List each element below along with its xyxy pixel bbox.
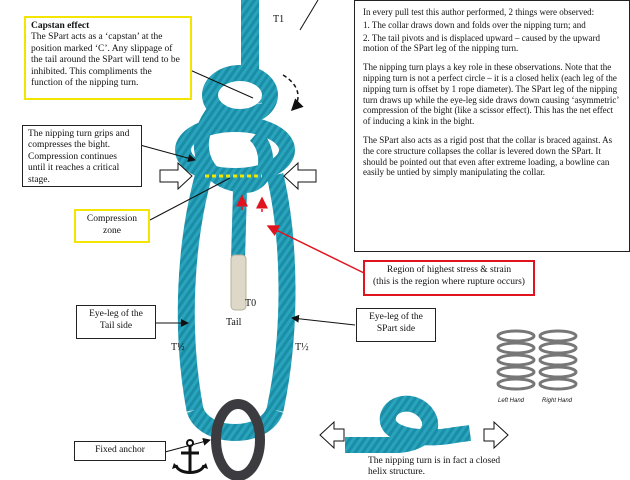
- observations-p2: The nipping turn plays a key role in these observations. Note that the nipping turn is not a perfect circle – it is a closed helix (each leg of the nipping turn is offset by 1 rope diameter). The SPart leg of the nipping turn draws up while the eye-leg side draws down causing ‘asymmetric’ compression of the bight (like a scissor effect). This has the net effect of inducing a kink in the bight.: [363, 62, 619, 127]
- helix-arrow-right: [484, 422, 508, 448]
- region-stress-box: [363, 260, 535, 296]
- tail-end-whipping: [231, 255, 246, 310]
- compression-zone-label: Compression zone: [86, 214, 138, 236]
- collar-coil-upper: [210, 73, 270, 117]
- capstan-effect-body: The SPart acts as a ‘capstan’ at the position marked ‘C’. Any slippage of the tail around the SPart will tend to be inhibited. This compliments the function of the nipping turn.: [31, 32, 180, 88]
- t-half-left-label: T½: [171, 342, 185, 353]
- fixed-anchor-label: Fixed anchor: [95, 445, 145, 455]
- t-half-right-label: T½: [295, 342, 309, 353]
- eye-leg-spart-label: Eye-leg of the SPart side: [369, 312, 423, 334]
- left-hand-label: Left Hand: [498, 398, 525, 404]
- capstan-rotation-arrow: [283, 75, 298, 110]
- observations-p1b: 2. The tail pivots and is displaced upward – caused by the upward motion of the SPart leg of the nipping turn.: [363, 32, 601, 54]
- observations-p3: The SPart also acts as a rigid post that the collar is braced against. As the core structure collapses the collar is levered down the SPart. It should be pointed out that even after extreme loading, a bowline can easily be untied by simply manipulating the collar.: [363, 134, 613, 178]
- eye-leg-tail-box: [76, 305, 156, 339]
- eye-leg-left-rope: [186, 170, 205, 410]
- helix-arrow-left: [320, 422, 344, 448]
- right-hand-spring-icon: [540, 331, 576, 389]
- capstan-effect-box: [24, 16, 192, 100]
- observations-box: [354, 0, 630, 252]
- capstan-effect-title: Capstan effect: [31, 21, 90, 31]
- helix-rope-straight: [345, 404, 470, 445]
- helix-caption: The nipping turn is in fact a closed helix structure.: [368, 456, 501, 478]
- eye-leg-right-rope: [275, 175, 287, 410]
- fixed-anchor-box: [74, 441, 166, 461]
- eye-leg-spart-box: [356, 308, 436, 342]
- leader-t1: [300, 0, 318, 30]
- nipping-turn-box: [22, 125, 142, 187]
- tail-label: Tail: [226, 317, 242, 328]
- observations-p1a: 1. The collar draws down and folds over the nipping turn; and: [363, 19, 586, 30]
- right-hand-label: Right Hand: [542, 398, 573, 404]
- t0-label: T0: [245, 298, 257, 309]
- t1-label: T1: [273, 14, 285, 25]
- compression-zone-box: [74, 209, 150, 243]
- observations-p1: In every pull test this author performed, 2 things were observed:: [363, 7, 595, 17]
- left-hand-spring-icon: [498, 331, 534, 389]
- leader-eye-spart: [292, 318, 355, 325]
- eye-leg-tail-label: Eye-leg of the Tail side: [89, 309, 143, 331]
- region-stress-line2: (this is the region where rupture occurs): [373, 276, 525, 287]
- compression-arrow-right: [284, 163, 316, 189]
- region-stress-line1: Region of highest stress & strain: [386, 265, 512, 275]
- c-mark-label: C: [256, 96, 263, 106]
- tail-rope: [238, 190, 240, 260]
- nipping-turn-text: The nipping turn grips and compresses the bight. Compression continues until it reaches a critical stage.: [28, 129, 130, 185]
